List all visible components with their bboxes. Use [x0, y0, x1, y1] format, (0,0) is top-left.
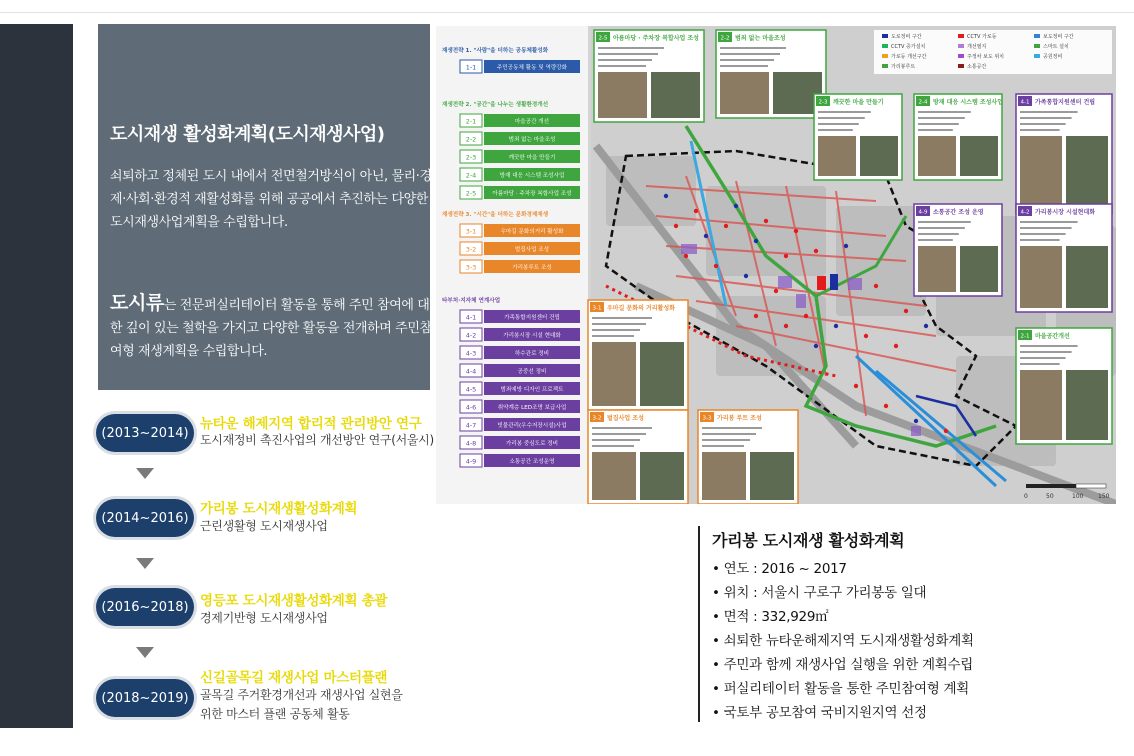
callout-code: 4-1: [1020, 99, 1030, 106]
strategy-code: 4-3: [465, 349, 477, 358]
strategy-list: [436, 26, 588, 504]
timeline-desc-4-line-2: 위한 마스터 플랜 공동체 활동: [200, 707, 350, 721]
strategy-label: 깨끗한 마을 만들기: [508, 155, 556, 161]
info-item: • 국토부 공모참여 국비지원지역 선정: [712, 705, 927, 721]
callout-photo: [598, 72, 647, 118]
strategy-label: 범죄 없는 마을조성: [508, 137, 556, 143]
callout-detail-line: [918, 117, 965, 119]
callout-photo: [1066, 246, 1108, 308]
strategy-code: 3-2: [465, 245, 477, 254]
legend-label: 스마트 설치: [1043, 44, 1069, 50]
strategy-code: 1-1: [465, 63, 477, 72]
callout-photo: [720, 72, 769, 114]
legend-label: 주정차 보도 위치: [967, 54, 1004, 60]
info-item: • 위치 : 서울시 구로구 가리봉동 일대: [712, 585, 927, 601]
map-dot: [914, 419, 918, 423]
strategy-label: 벌집사업 조성: [514, 247, 550, 253]
callout-photo: [860, 136, 898, 176]
strategy-code: 4-5: [465, 385, 477, 394]
callout-photo: [918, 246, 956, 292]
callout-detail-line: [720, 47, 786, 49]
timeline-period-4: (2018~2019): [96, 679, 194, 717]
legend-swatch: [882, 64, 888, 68]
strategy-label: 범죄예방 디자인 프로젝트: [500, 387, 564, 393]
strategy-code: 4-9: [465, 457, 477, 466]
project-info-list: [712, 557, 1092, 725]
map-dot: [944, 429, 948, 433]
timeline-period-1: (2013~2014): [96, 414, 194, 452]
legend-swatch: [1034, 34, 1040, 38]
callout-detail-line: [598, 65, 646, 67]
plan-map-drawing: [436, 26, 1116, 504]
map-dot: [744, 274, 748, 278]
map-blue-marker: [830, 274, 838, 290]
callout-code: 2-2: [720, 35, 730, 42]
callout-code: 3-1: [592, 305, 602, 312]
timeline-arrow-2: [136, 558, 154, 569]
callout-photo: [1020, 136, 1062, 210]
map-dot: [804, 314, 808, 318]
scale-label-3: 150: [1098, 493, 1110, 500]
callout-photo: [918, 136, 956, 176]
strategy-label: 방재 대응 시스템 조성사업: [499, 173, 565, 179]
strategy-heading: 재생전략 1. "사람"을 더하는 공동체활성화: [442, 48, 549, 54]
legend-swatch: [1034, 44, 1040, 48]
strategy-code: 2-2: [465, 135, 477, 144]
callout-photo: [640, 342, 684, 406]
map-dot: [794, 229, 798, 233]
map-dot: [704, 234, 708, 238]
callout-code: 3-3: [702, 415, 712, 422]
info-item: • 면적 : 332,929㎡: [712, 609, 829, 625]
strategy-code: 2-5: [465, 189, 477, 198]
callout-detail-line: [702, 433, 756, 435]
map-dot: [814, 344, 818, 348]
map-dot: [674, 224, 678, 228]
callout-photo: [1066, 370, 1108, 440]
intro-brand-paragraph: [110, 292, 432, 363]
timeline-title-3: 영등포 도시재생활성화계획 총괄: [200, 593, 388, 609]
timeline-title-1: 뉴타운 해제지역 합리적 관리방안 연구: [200, 416, 422, 432]
callout-detail-line: [720, 65, 768, 67]
legend-swatch: [882, 44, 888, 48]
timeline-desc-4-line-1: 골목길 주거환경개선과 재생사업 실현을: [200, 688, 403, 702]
callout-detail-line: [702, 427, 762, 429]
map-dot: [884, 404, 888, 408]
legend-label: 가로등 개선구간: [891, 54, 927, 60]
legend-label: 공원정비: [1043, 54, 1063, 60]
legend-label: CCTV 증가설치: [891, 44, 926, 50]
strategy-label: 마을공간 개선: [514, 119, 550, 125]
strategy-label: 소통공간 조성운영: [509, 459, 555, 465]
callout-detail-line: [598, 47, 664, 49]
callout-detail-line: [1020, 351, 1072, 353]
map-dot: [774, 289, 778, 293]
legend-swatch: [958, 44, 964, 48]
callout-detail-line: [918, 239, 953, 241]
project-info-title: 가리봉 도시재생 활성화계획: [712, 531, 905, 550]
callout-code: 2-3: [818, 99, 828, 106]
callout-detail-line: [592, 427, 652, 429]
callout-detail-line: [702, 439, 750, 441]
callout-code: 2-4: [918, 99, 928, 106]
callout-photo: [1066, 136, 1108, 210]
callout-title: 벌집사업 조성: [607, 415, 644, 422]
strategy-label: 가족통합지원센터 건립: [504, 315, 560, 321]
timeline-period-2: (2014~2016): [96, 499, 194, 537]
strategy-label: 가리봉 중심도로 정비: [505, 441, 559, 447]
callout-code: 2-1: [1020, 333, 1030, 340]
map-dot: [874, 284, 878, 288]
callout-code: 4-9: [918, 209, 928, 216]
callout-detail-line: [1020, 345, 1078, 347]
callout-detail-line: [598, 53, 658, 55]
strategy-label: 우마길 문화의거리 활성화: [500, 229, 564, 235]
intro-paragraph: 쇠퇴하고 정체된 도시 내에서 전면철거방식이 아닌, 물리·경제·사회·환경적 재활성화를 위해 공공에서 추진하는 다양한 도시재생사업계획을 수립합니다.: [110, 169, 432, 230]
callout-detail-line: [1020, 363, 1060, 365]
timeline-desc-1: 도시재정비 촉진사업의 개선방안 연구(서울시): [200, 433, 434, 447]
intro-title: 도시재생 활성화계획(도시재생사업): [110, 124, 385, 145]
legend-label: 도로정비 구간: [891, 34, 922, 40]
callout-code: 2-5: [598, 35, 608, 42]
callout-title: 방재 대응 시스템 조성사업: [933, 99, 1004, 106]
map-dot: [684, 254, 688, 258]
callout-title: 가리봉 루트 조성: [717, 415, 762, 422]
strategy-label: 하수관로 정비: [514, 351, 550, 357]
strategy-code: 4-7: [465, 421, 477, 430]
callout-detail-line: [720, 59, 774, 61]
map-dot: [894, 344, 898, 348]
brand-name: 도시류: [110, 292, 164, 314]
legend-swatch: [1034, 54, 1040, 58]
callout-detail-line: [702, 445, 744, 447]
legend-swatch: [958, 64, 964, 68]
timeline-desc-3: 경제기반형 도시재생사업: [200, 611, 328, 625]
map-dot: [814, 249, 818, 253]
legend-swatch: [958, 54, 964, 58]
map-dot: [694, 209, 698, 213]
callout-detail-line: [1020, 111, 1078, 113]
legend-swatch: [958, 34, 964, 38]
callout-detail-line: [918, 227, 965, 229]
project-info: [698, 526, 1092, 722]
callout-title: 소통공간 조성 운영: [933, 209, 984, 216]
callout-detail-line: [592, 439, 640, 441]
callout-photo: [750, 452, 794, 500]
callout-detail-line: [592, 433, 646, 435]
map-dot: [784, 324, 788, 328]
legend-label: 소통공간: [967, 64, 987, 70]
timeline-title-2: 가리봉 도시재생활성화계획: [200, 501, 358, 517]
strategy-code: 4-1: [465, 313, 477, 322]
map-dot: [834, 324, 838, 328]
strategy-label: 빗물관리(우수저장시설)사업: [497, 423, 567, 429]
strategy-label: 가리봉시장 시설 현대화: [503, 333, 561, 339]
strategy-code: 3-1: [465, 227, 477, 236]
strategy-code: 4-4: [465, 367, 477, 376]
timeline-arrow-1: [136, 468, 154, 479]
strategy-heading: 재생전략 2. "공간"을 나누는 생활환경개선: [442, 102, 549, 108]
map-dot: [844, 244, 848, 248]
callout-title: 가리봉시장 시설현대화: [1035, 209, 1096, 216]
callout-detail-line: [1020, 129, 1060, 131]
callout-detail-line: [818, 129, 853, 131]
timeline-desc-4: [200, 686, 403, 724]
callout-detail-line: [1020, 233, 1066, 235]
callout-detail-line: [592, 445, 634, 447]
callout-detail-line: [918, 233, 959, 235]
plan-map: [436, 26, 1116, 504]
map-red-marker: [817, 276, 826, 290]
callout-detail-line: [1020, 221, 1078, 223]
strategy-heading: 재생전략 3. "시간"을 더하는 문화경제재생: [442, 212, 549, 218]
callout-photo: [1020, 246, 1062, 308]
callout-detail-line: [1020, 357, 1066, 359]
map-dot: [754, 314, 758, 318]
callout-photo: [1020, 370, 1062, 440]
callout-photo: [960, 246, 998, 292]
map-dot: [854, 384, 858, 388]
map-dot: [754, 239, 758, 243]
callout-detail-line: [818, 111, 871, 113]
legend-swatch: [882, 34, 888, 38]
timeline-period-3: (2016~2018): [96, 588, 194, 626]
map-dot: [784, 254, 788, 258]
scale-label-1: 50: [1046, 493, 1054, 500]
callout-photo: [651, 72, 700, 118]
legend-label: 가리봉루트: [891, 64, 916, 70]
strategy-label: 공중선 정비: [517, 369, 547, 375]
callout-detail-line: [1020, 227, 1072, 229]
info-item: • 쇠퇴한 뉴타운해제지역 도시재생활성화계획: [712, 633, 974, 649]
info-item: • 연도 : 2016 ~ 2017: [712, 561, 847, 577]
top-divider: [0, 12, 1134, 13]
map-dot: [764, 219, 768, 223]
callout-code: 4-2: [1020, 209, 1030, 216]
map-dot: [904, 309, 908, 313]
map-dot: [734, 204, 738, 208]
callout-title: 가족통합지원센터 건립: [1035, 99, 1096, 106]
brand-paragraph-text: 는 전문퍼실리테이터 활동을 통해 주민 참여에 대한 깊이 있는 철학을 가지고 다양한 활동을 전개하며 주민참여형 재생계획을 수립합니다.: [110, 298, 432, 359]
info-item: • 퍼실리테이터 활동을 통한 주민참여형 계획: [712, 681, 969, 697]
strategy-code: 3-3: [465, 263, 477, 272]
info-item: • 주민과 함께 재생사업 실행을 위한 계획수립: [712, 657, 973, 673]
callout-detail-line: [918, 129, 953, 131]
callout-title: 아름마당 · 주차장 복합사업 조성: [613, 35, 699, 42]
legend-swatch: [882, 54, 888, 58]
callout-title: 마을공간개선: [1035, 333, 1070, 340]
callout-detail-line: [1020, 117, 1072, 119]
intro-panel: [98, 24, 430, 390]
strategy-label: 주민공동체 활동 및 역량강화: [496, 65, 568, 71]
callout-detail-line: [720, 53, 780, 55]
map-dot: [714, 264, 718, 268]
legend-label: 보도정비 구간: [1043, 34, 1074, 40]
map-legend: [874, 30, 1112, 74]
strategy-code: 4-6: [465, 403, 477, 412]
callout-detail-line: [1020, 239, 1060, 241]
callout-photo: [592, 452, 636, 500]
strategy-label: 아름마당 · 주차장 복합사업 조성: [492, 191, 572, 197]
callout-photo: [640, 452, 684, 500]
strategy-code: 4-2: [465, 331, 477, 340]
callout-detail-line: [592, 323, 646, 325]
callout-detail-line: [818, 117, 865, 119]
map-dot: [724, 224, 728, 228]
callout-photo: [702, 452, 746, 500]
callout-detail-line: [918, 221, 971, 223]
map-dot: [924, 324, 928, 328]
callout-photo: [818, 136, 856, 176]
callout-detail-line: [1020, 123, 1066, 125]
callout-detail-line: [598, 59, 652, 61]
callout-title: 깨끗한 마을 만들기: [833, 99, 884, 106]
timeline-desc-2: 근린생활형 도시재생사업: [200, 519, 328, 533]
strategy-code: 2-4: [465, 171, 477, 180]
callout-detail-line: [592, 329, 640, 331]
strategy-code: 2-3: [465, 153, 477, 162]
callout-detail-line: [592, 335, 634, 337]
legend-label: CCTV 가로등: [967, 34, 997, 40]
callout-detail-line: [918, 111, 971, 113]
callout-detail-line: [592, 317, 652, 319]
timeline-title-4: 신길골목길 재생사업 마스터플랜: [200, 670, 388, 686]
callout-photo: [592, 342, 636, 406]
map-dot: [664, 194, 668, 198]
callout-detail-line: [818, 123, 859, 125]
scale-label-0: 0: [1024, 493, 1028, 500]
timeline-arrow-3: [136, 647, 154, 658]
strategy-heading: 타부처·지자체 연계사업: [442, 298, 501, 304]
legend-label: 개선필지: [967, 44, 987, 50]
callout-title: 우마길 문화의 거리활성화: [607, 305, 675, 312]
map-dot: [864, 334, 868, 338]
strategy-label: 가리봉루트 조성: [512, 265, 552, 271]
scale-label-2: 100: [1072, 493, 1084, 500]
callout-code: 3-2: [592, 415, 602, 422]
callout-detail-line: [918, 123, 959, 125]
strategy-code: 2-1: [465, 117, 477, 126]
strategy-code: 4-8: [465, 439, 477, 448]
strategy-label: 취약계층 LED조명 보급사업: [497, 405, 567, 411]
left-side-bar: [0, 24, 73, 728]
callout-title: 범죄 없는 마을조성: [735, 35, 786, 42]
callout-photo: [960, 136, 998, 176]
